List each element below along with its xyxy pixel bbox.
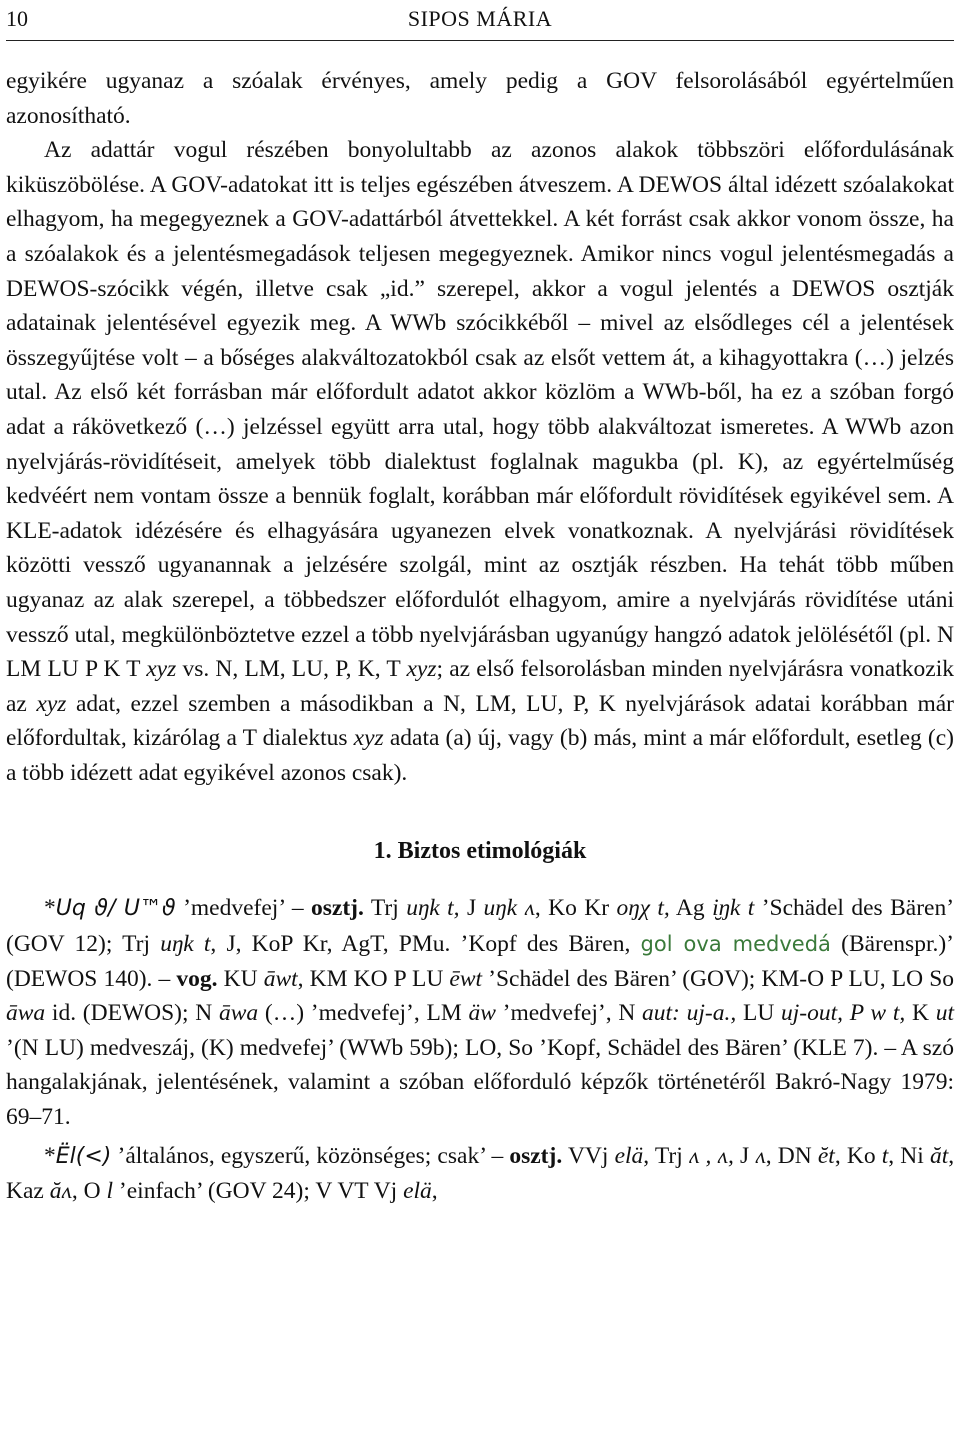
- word-form: uŋk ʌ: [483, 895, 535, 922]
- word-form: äw: [468, 1000, 496, 1027]
- word-form: i̮ŋk t: [712, 895, 755, 922]
- dialect-text: J: [740, 1142, 750, 1169]
- word-form: ăt: [929, 1142, 949, 1169]
- reconstruction-star: *: [44, 895, 56, 922]
- dialect-text: K: [911, 1000, 929, 1027]
- dialect-text: (…) ’medvefej’, LM: [264, 1000, 462, 1027]
- page-body: [6, 64, 954, 1209]
- dialect-text: , Ko: [834, 1142, 876, 1169]
- dialect-text: KU: [223, 965, 258, 992]
- word-form: ĕt: [817, 1142, 835, 1169]
- language-label: osztj.: [509, 1142, 563, 1169]
- word-form: elä: [614, 1142, 644, 1169]
- word-form: uŋk t,: [406, 895, 460, 922]
- dialect-text: id. (DEWOS); N: [51, 1000, 213, 1027]
- running-title: SIPOS MÁRIA: [407, 6, 553, 31]
- word-form: l: [106, 1178, 114, 1205]
- dialect-text: ’Schädel des Bären’ (GOV 12); Trj: [6, 895, 955, 958]
- russian-gloss-link[interactable]: gol ova medvedá: [640, 932, 831, 957]
- section-title: 1. Biztos etimológiák: [373, 838, 587, 865]
- word-form: ʌ , ʌ,: [688, 1142, 734, 1169]
- word-form: ut: [935, 1000, 954, 1027]
- dialect-text: J: [466, 895, 477, 922]
- etymology-entry: [6, 891, 954, 1134]
- headword: Uq ϑ/ U™ϑ: [55, 896, 176, 922]
- dash: –: [491, 1142, 504, 1169]
- dialect-text: ’medvefej’, N: [502, 1000, 636, 1027]
- word-form: āwt: [263, 965, 298, 992]
- word-form: t: [881, 1142, 889, 1169]
- etymology-entry: [6, 1139, 954, 1209]
- dialect-text: , Ko Kr: [534, 895, 610, 922]
- italic-placeholder: xyz: [406, 656, 437, 683]
- dialect-text: LU: [742, 1000, 775, 1027]
- word-form: uŋk t: [160, 931, 211, 958]
- dialect-text: , Ni: [888, 1142, 924, 1169]
- italic-placeholder: xyz: [353, 725, 384, 752]
- word-form: aut: uj-a.,: [642, 1000, 737, 1027]
- word-form: āwa: [218, 1000, 259, 1027]
- paragraph-vogul-section: Az adattár vogul részében bonyolultabb az azonos alakok többszöri előfordulásának kiküszöbölése. A GOV-adatokat itt is teljes egészében átveszem. A DEWOS által idézett szóalakokat elhagyom, ha megegyeznek a GOV-adattárból átvettekkel. A két forrást csak akkor vonom össze, ha a szóalakok és a jelentésmegadások teljesen megegyeznek. Amikor nincs vogul jelentésmegadás a DEWOS-szócikk végén, illetve csak „id.” szerepel, akkor a vogul jelentés a DEWOS osztják adatainak jelentésével egyezik meg. A WWb szócikkéből – mivel az elsődleges cél a jelentések összegyűjtése volt – a bőséges alakváltozatokból csak az elsőt vettem át, a kihagyottakra (…) jelzés utal. Az első két forrásban már előfordult adatot akkor közlöm a WWb-ből, ha ez a szóban forgó adat a rákövetkező (…) jelzéssel együtt arra utal, hogy több alakváltozat ismeretes. A WWb azon nyelvjárás-rövidítéseit, amelyek több dialektust foglalnak magukba (pl. K), az egyértelműség kedvéért nem vontam össze a bennük foglalt, korábban már előfordult rövidítések egyikével sem. A KLE-adatok idézésére és elhagyására ugyanezen elvek vonatkoznak. A nyelvjárási rövidítések közötti vessző ugyanannak a jelzésére szolgál, mint az osztják részben. Ha tehát több műben ugyanaz az alak szerepel, a többedszer előfordulót elhagyom, amire a nyelvjárás rövidítése utáni vessző utal, megkülönböztetve ezzel a több nyelvjárásban ugyanúgy hangzó adatok jelölésétől (pl. N LM LU P K T xyz vs. N, LM, LU, P, K, T xyz; az első felsorolásban minden nyelvjárásra vonatkozik az xyz adat, ezzel szemben a másodikban a N, LM, LU, P, K nyelvjárások adatai korábban már előfordultak, kizárólag a T dialektus xyz adata (a) új, vagy (b) más, mint a már előfordult, esetleg (c) a több idézett adat egyikével azonos csak).: [6, 137, 954, 786]
- word-form: ēwt: [449, 965, 483, 992]
- headword: Ël(<): [55, 1143, 112, 1169]
- dialect-text: , J, KoP Kr, AgT, PMu. ’Kopf des Bären,: [210, 931, 631, 958]
- header-rule: [6, 40, 954, 41]
- word-form: oŋχ t,: [616, 895, 670, 922]
- dialect-text: , KM KO P LU: [297, 965, 444, 992]
- dialect-text: Trj: [370, 895, 399, 922]
- word-form: ʌ: [755, 1142, 766, 1169]
- language-label: vog.: [176, 965, 218, 992]
- gloss: ’általános, egyszerű, közönséges; csak’: [117, 1142, 486, 1169]
- gloss: ’medvefej’: [183, 895, 285, 922]
- paragraph-continuation: egyikére ugyanaz a szóalak érvényes, amely pedig a GOV felsorolásából egyértelműen azonosítható.: [6, 68, 954, 129]
- dialect-text: , O: [71, 1178, 101, 1205]
- dialect-text: VVj: [567, 1142, 609, 1169]
- dialect-text: ’Schädel des Bären’ (GOV); KM-O P LU, LO So: [488, 965, 955, 992]
- reconstruction-star: *: [44, 1142, 56, 1169]
- dialect-text: (Bärenspr.)’ (DEWOS 140).: [6, 931, 955, 992]
- dialect-text: , Trj: [643, 1142, 683, 1169]
- dash: –: [291, 895, 304, 922]
- word-form: āwa: [6, 1000, 46, 1027]
- dialect-text: ’einfach’ (GOV 24); V VT Vj: [118, 1178, 398, 1205]
- word-form: ăʌ: [49, 1178, 72, 1205]
- dash: –: [158, 965, 171, 992]
- dialect-text: , DN: [765, 1142, 812, 1169]
- dialect-text: ,: [431, 1178, 438, 1205]
- page-header: [0, 4, 960, 38]
- word-form: uj-out, P w t,: [781, 1000, 906, 1027]
- dialect-text: , Kaz: [6, 1142, 955, 1205]
- italic-placeholder: xyz: [146, 656, 177, 683]
- language-label: osztj.: [311, 895, 364, 922]
- word-form: elä: [403, 1178, 432, 1205]
- page-number: 10: [6, 6, 28, 31]
- italic-placeholder: xyz: [36, 690, 67, 717]
- dialect-text: Ag: [675, 895, 705, 922]
- dialect-text: ’(N LU) medveszáj, (K) medvefej’ (WWb 59b); LO, So ’Kopf, Schädel des Bären’ (KLE 7). – A szó hangalakjának, jelentésének, valamint a szóban előforduló képzők történetéről Bakró-Nagy 1979: 69–71.: [6, 1034, 954, 1131]
